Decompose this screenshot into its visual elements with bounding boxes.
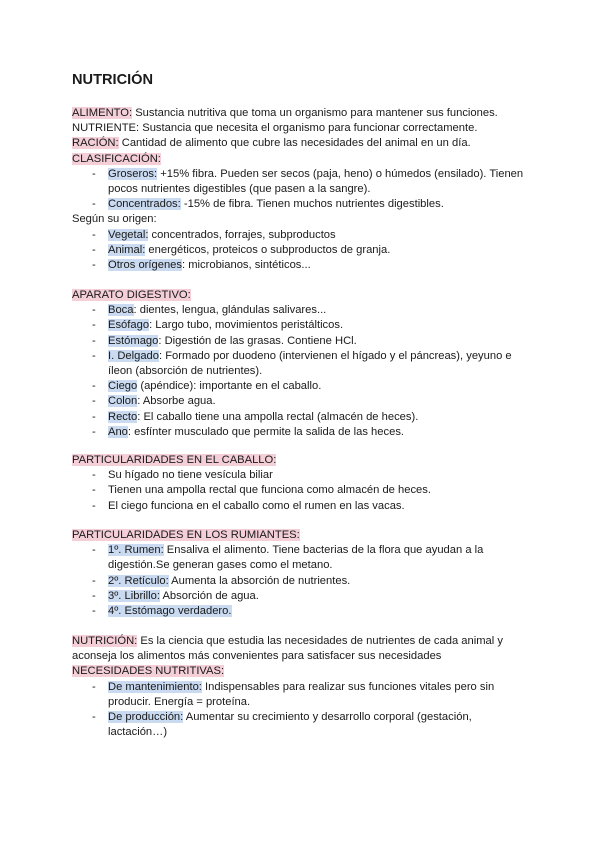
list-item: - Boca: dientes, lengua, glándulas salivares... <box>92 304 327 317</box>
definition-nutricion: NUTRICIÓN: Es la ciencia que estudia las necesidades de nutrientes de cada animal y <box>72 635 503 647</box>
list-item: - De producción: Aumentar su crecimiento y desarrollo corporal (gestación, <box>92 710 472 723</box>
list-item: - Colon: Absorbe agua. <box>92 395 216 408</box>
list-item: - 2º. Retículo: Aumenta la absorción de nutrientes. <box>92 574 351 587</box>
definitions-block: ALIMENTO: Sustancia nutritiva que toma un organismo para mantener sus funciones. NUTRIENTE: Sustancia que necesita el organismo para funcionar correctamente. RACIÓN: Cantidad de alimento que cubre las necesidades del animal en un día. CLASIFICACIÓN: - Groseros: +15% fibra. Pueden ser secos (paja, heno) o húmedos (ensilado). Tienen pocos nutrientes digestibles (que pasen a la sangre). - Concentrados: -15% de fibra. Tienen muchos nutrientes digestibles. Según su origen: - Vegetal: concentrados, forrajes, subproductos - Animal: energéticos, proteicos o subproductos de granja. - Otros orígenes: microbianos, sintéticos... <box>72 106 542 273</box>
page-title: NUTRICIÓN <box>72 72 154 88</box>
list-item: - Su hígado no tiene vesícula biliar <box>92 469 273 482</box>
list-item: - De mantenimiento: Indispensables para realizar sus funciones vitales pero sin <box>92 680 495 693</box>
list-item: - 3º. Librillo: Absorción de agua. <box>92 589 259 602</box>
definition-nutriente: NUTRIENTE: Sustancia que necesita el organismo para funcionar correctamente. <box>72 122 478 135</box>
list-item: - Otros orígenes: microbianos, sintéticos... <box>92 258 311 271</box>
list-item: - Estómago: Digestión de las grasas. Contiene HCl. <box>92 334 357 347</box>
list-item: - Tienen una ampolla rectal que funciona como almacén de heces. <box>92 484 431 497</box>
section-heading: APARATO DIGESTIVO: <box>72 289 191 301</box>
nutricion-section: NUTRICIÓN: Es la ciencia que estudia las necesidades de nutrientes de cada animal y aconseja los alimentos más convenientes para satisfacer sus necesidades NECESIDADES NUTRITIVAS: - De mantenimiento: Indispensables para realizar sus funciones vitales pero sin producir. Energía = proteína. - De producción: Aumentar su crecimiento y desarrollo corporal (gestación, lactación…) <box>72 634 542 740</box>
list-item: - Recto: El caballo tiene una ampolla rectal (almacén de heces). <box>92 410 419 423</box>
list-item: - Ciego (apéndice): importante en el caballo. <box>92 380 322 393</box>
rumiantes-section: PARTICULARIDADES EN LOS RUMIANTES: - 1º. Rumen: Ensaliva el alimento. Tiene bacterias de la flora que ayudan a la digestión.Se generan gases como el metano. - 2º. Retículo: Aumenta la absorción de nutrientes. - 3º. Librillo: Absorción de agua. - 4º. Estómago verdadero. <box>72 528 542 619</box>
list-item: - Vegetal: concentrados, forrajes, subproductos <box>92 228 336 241</box>
section-heading: PARTICULARIDADES EN EL CABALLO: <box>72 454 277 466</box>
list-item: - Animal: energéticos, proteicos o subproductos de granja. <box>92 243 391 256</box>
list-item: - 1º. Rumen: Ensaliva el alimento. Tiene bacterias de la flora que ayudan a la <box>92 544 484 557</box>
definition-alimento: ALIMENTO: Sustancia nutritiva que toma un organismo para mantener sus funciones. <box>72 107 498 119</box>
section-heading: NECESIDADES NUTRITIVAS: <box>72 665 225 678</box>
list-item: - Esófago: Largo tubo, movimientos peristálticos. <box>92 319 344 332</box>
list-item: - 4º. Estómago verdadero. <box>92 604 232 617</box>
origen-heading: Según su origen: <box>72 213 157 226</box>
list-item: - I. Delgado: Formado por duodeno (intervienen el hígado y el páncreas), yeyuno e <box>92 349 512 362</box>
section-heading: PARTICULARIDADES EN LOS RUMIANTES: <box>72 529 300 541</box>
list-item: - Concentrados: -15% de fibra. Tienen muchos nutrientes digestibles. <box>92 198 444 211</box>
definition-racion: RACIÓN: Cantidad de alimento que cubre las necesidades del animal en un día. <box>72 137 471 150</box>
list-item: - El ciego funciona en el caballo como el rumen en las vacas. <box>92 499 405 512</box>
aparato-digestivo-section: APARATO DIGESTIVO: - Boca: dientes, lengua, glándulas salivares... - Esófago: Largo tubo, movimientos peristálticos. - Estómago: Digestión de las grasas. Contiene HCl. - I. Delgado: Formado por duodeno (intervienen el hígado y el páncreas), yeyuno e íleon (absorción de nutrientes). - Ciego (apéndice): importante en el caballo. - Colon: Absorbe agua. - Recto: El caballo tiene una ampolla rectal (almacén de heces). - Ano: esfínter musculado que permite la salida de las heces. <box>72 288 542 440</box>
list-item: - Ano: esfínter musculado que permite la salida de las heces. <box>92 425 405 438</box>
caballo-section <box>72 453 542 514</box>
clasificacion-heading: CLASIFICACIÓN: <box>72 152 161 165</box>
list-item: - Groseros: +15% fibra. Pueden ser secos (paja, heno) o húmedos (ensilado). Tienen <box>92 167 524 180</box>
